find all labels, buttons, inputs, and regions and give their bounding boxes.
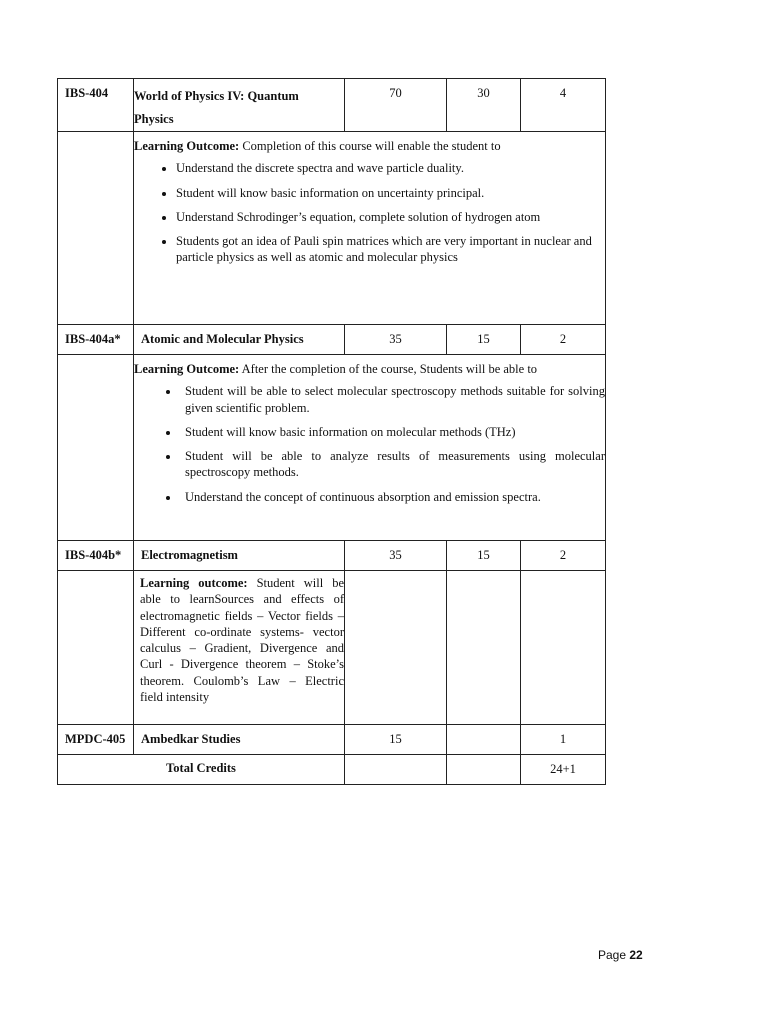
list-item: • Student will be able to analyze results of measurements using molecular spectroscopy methods.: [180, 448, 605, 481]
course-col3: 4: [521, 79, 606, 132]
list-item: • Student will know basic information on molecular methods (THz): [180, 424, 605, 440]
learning-outcome: [134, 571, 345, 725]
course-title-line2: Physics: [134, 111, 174, 126]
course-col2: 15: [447, 541, 521, 571]
table-row: [58, 355, 606, 541]
table-row: [58, 725, 606, 755]
table-row: [58, 132, 606, 325]
list-item: • Understand the concept of continuous absorption and emission spectra.: [180, 489, 605, 505]
learning-outcome-label: Learning Outcome:: [134, 139, 240, 153]
empty-cell: [58, 355, 134, 541]
course-title-line1: World of Physics IV: Quantum: [134, 89, 299, 103]
table-row: [58, 571, 606, 725]
page-label: Page: [598, 948, 627, 962]
outcome-list: [134, 160, 605, 265]
empty-cell: [58, 132, 134, 325]
table-row: [58, 755, 606, 785]
empty-cell: [447, 571, 521, 725]
course-code: IBS-404b*: [58, 541, 134, 571]
course-col1: 70: [345, 79, 447, 132]
empty-cell: [447, 755, 521, 785]
empty-cell: [521, 571, 606, 725]
list-item: • Understand the discrete spectra and wave particle duality.: [176, 160, 605, 176]
course-table: [57, 78, 606, 785]
course-col3: 2: [521, 325, 606, 355]
course-title: Atomic and Molecular Physics: [134, 325, 345, 355]
course-col2: [447, 725, 521, 755]
learning-outcome-intro: After the completion of the course, Students will be able to: [239, 362, 538, 376]
outcome-list: [134, 383, 605, 505]
course-title: [134, 79, 345, 132]
course-code: IBS-404a*: [58, 325, 134, 355]
list-item: • Student will know basic information on uncertainty principal.: [176, 185, 605, 201]
learning-outcome-intro: Completion of this course will enable the student to: [239, 139, 501, 153]
learning-outcome-head: [134, 138, 605, 154]
course-col1: 35: [345, 541, 447, 571]
course-col1: 35: [345, 325, 447, 355]
page-number-value: 22: [629, 948, 643, 962]
course-col1: 15: [345, 725, 447, 755]
learning-outcome: [134, 355, 606, 541]
learning-outcome-head: [134, 361, 605, 377]
course-col3: 1: [521, 725, 606, 755]
empty-cell: [345, 571, 447, 725]
course-col3: 2: [521, 541, 606, 571]
learning-outcome: [134, 132, 606, 325]
total-credits-value: 24+1: [521, 755, 606, 785]
table-row: [58, 325, 606, 355]
list-item: • Understand Schrodinger’s equation, complete solution of hydrogen atom: [176, 209, 605, 225]
table-row: [58, 541, 606, 571]
course-title: Ambedkar Studies: [134, 725, 345, 755]
list-item: • Students got an idea of Pauli spin matrices which are very important in nuclear and particle physics as well as atomic and molecular physics: [176, 233, 605, 266]
course-code: IBS-404: [58, 79, 134, 132]
page-number: [598, 948, 643, 962]
table-row: [58, 79, 606, 132]
course-title: Electromagnetism: [134, 541, 345, 571]
learning-outcome-label: Learning outcome:: [140, 576, 248, 590]
list-item: • Student will be able to select molecular spectroscopy methods suitable for solving given scientific problem.: [180, 383, 605, 416]
learning-outcome-label: Learning Outcome:: [134, 362, 240, 376]
total-credits-label: Total Credits: [58, 755, 345, 785]
course-col2: 30: [447, 79, 521, 132]
learning-outcome-text: Student will be able to learnSources and effects of electromagnetic fields – Vector fields – Different co-ordinate systems- vector calculus – Gradient, Divergence and Curl - Divergence theorem – Stoke’s theorem. Coulomb’s Law – Electric field intensity: [140, 576, 344, 704]
empty-cell: [58, 571, 134, 725]
empty-cell: [345, 755, 447, 785]
course-col2: 15: [447, 325, 521, 355]
course-code: MPDC-405: [58, 725, 134, 755]
